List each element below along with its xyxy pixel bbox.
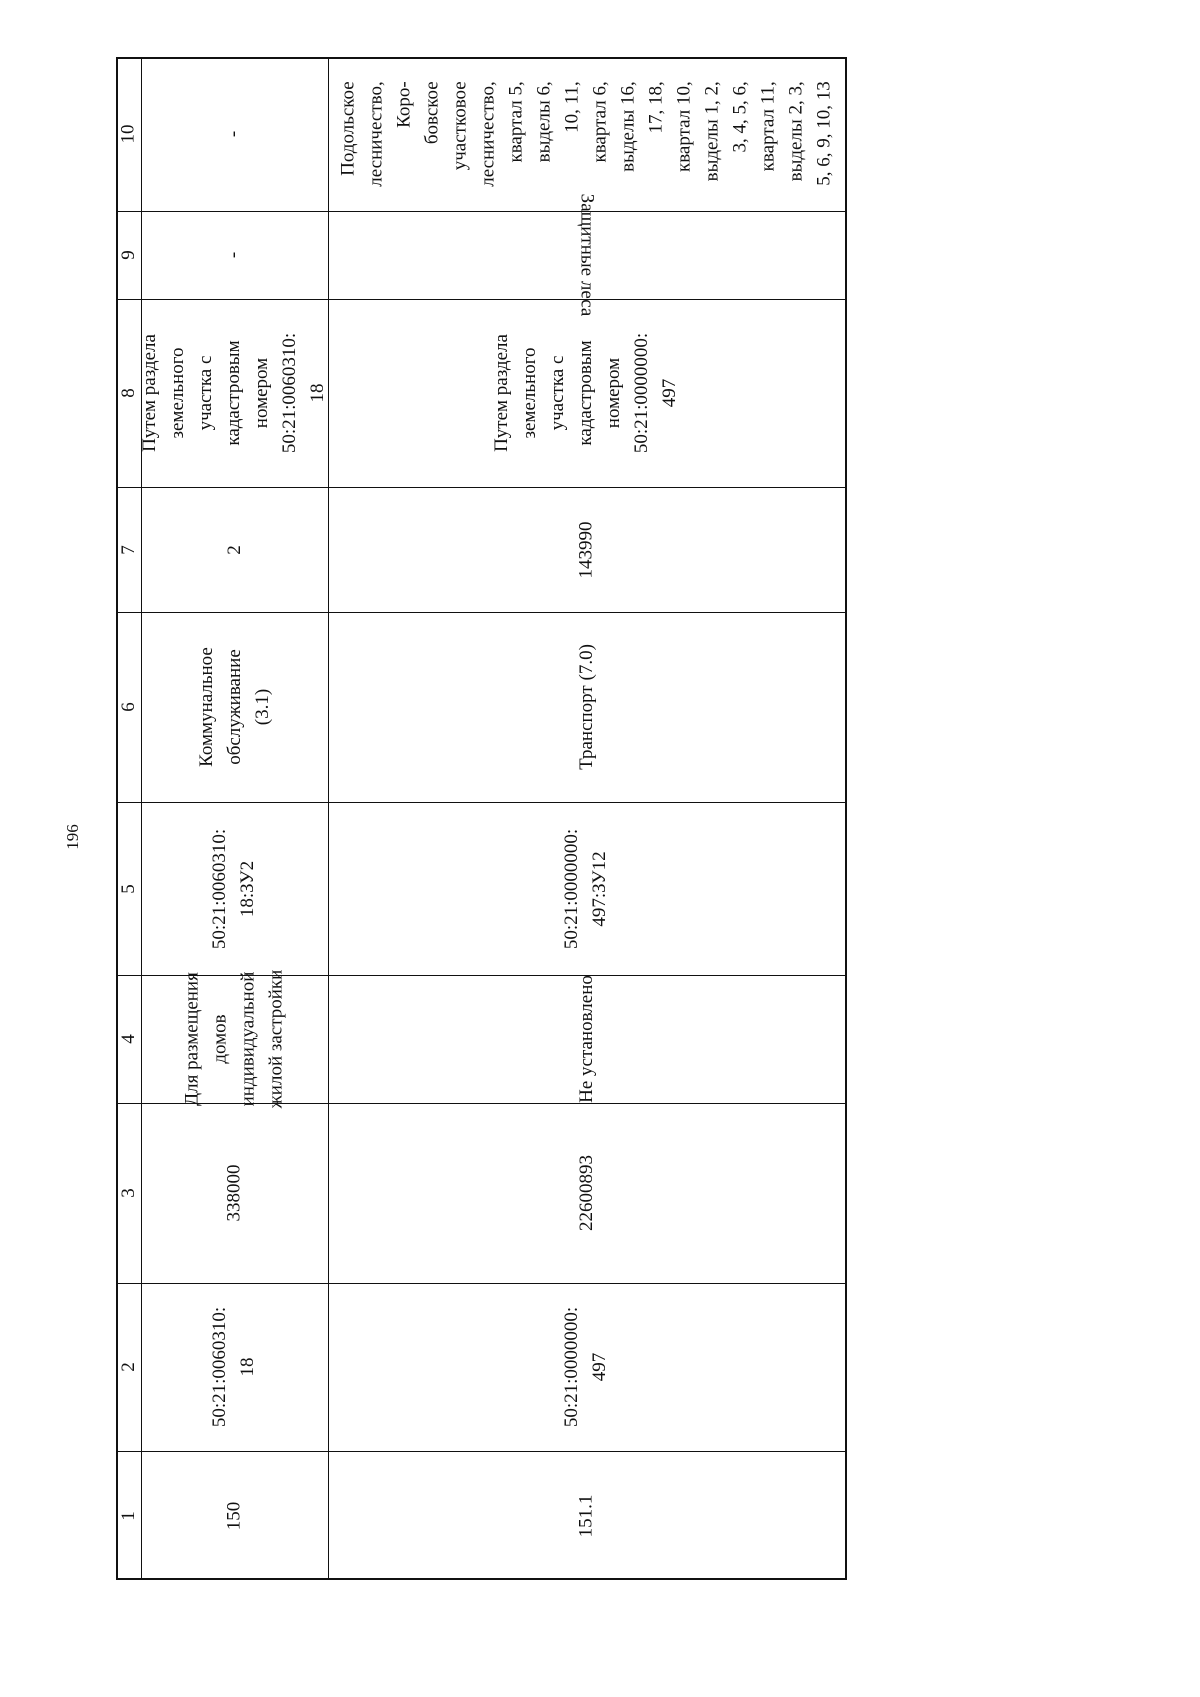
row150-c5: 50:21:0060310: 18:ЗУ2: [209, 828, 259, 949]
row150-c1: 150: [223, 1501, 245, 1530]
row151-c10: Подольское лесничество, Коро- бовское участковое лесничество, квартал 5, выделы 6, 10, 11, квартал 6, выделы 16, 17, 18, квартал 10, выделы 1, 2, 3, 4, 5, 6, квартал 11, выделы 2, 3, 5, 6, 9, 10, 13: [337, 81, 835, 187]
row151-c2: 50:21:0000000: 497: [561, 1306, 611, 1428]
header-cell-4: 4: [117, 1034, 139, 1044]
row151-c9: Защитные леса: [576, 193, 598, 317]
table-border-right: [845, 57, 847, 1580]
row150-c9: -: [223, 251, 245, 259]
header-cell-9: 9: [117, 250, 139, 260]
row151-c8: Путем раздела земельного участка с кадастровым номером 50:21:0000000: 497: [491, 332, 681, 454]
row150-c3: 338000: [223, 1164, 245, 1222]
row151-c7: 143990: [575, 521, 597, 578]
row151-c3: 22600893: [575, 1155, 597, 1231]
row150-c7: 2: [223, 544, 245, 555]
header-cell-8: 8: [117, 388, 139, 398]
header-cell-2: 2: [117, 1362, 139, 1372]
row150-c10: -: [223, 130, 245, 138]
row151-c4: Не установлено: [575, 975, 597, 1103]
row150-c4: Для размещения домов индивидуальной жилой застройки: [181, 969, 287, 1109]
row150-c8: Путем раздела земельного участка с кадастровым номером 50:21:0060310: 18: [139, 332, 329, 454]
header-cell-5: 5: [117, 883, 139, 894]
header-cell-1: 1: [117, 1510, 139, 1521]
row150-c6: Коммунальное обслуживание (3.1): [195, 647, 273, 767]
data-table: [116, 57, 847, 1580]
row151-c1: 151.1: [575, 1494, 597, 1537]
header-cell-3: 3: [117, 1188, 139, 1198]
header-cell-7: 7: [117, 544, 139, 555]
row151-c5: 50:21:0000000: 497:ЗУ12: [561, 828, 611, 949]
page-number: 196: [63, 824, 82, 850]
header-cell-10: 10: [117, 124, 139, 144]
row151-c6: Транспорт (7.0): [575, 644, 597, 770]
row150-c2: 50:21:0060310: 18: [209, 1306, 259, 1428]
header-cell-6: 6: [117, 702, 139, 712]
